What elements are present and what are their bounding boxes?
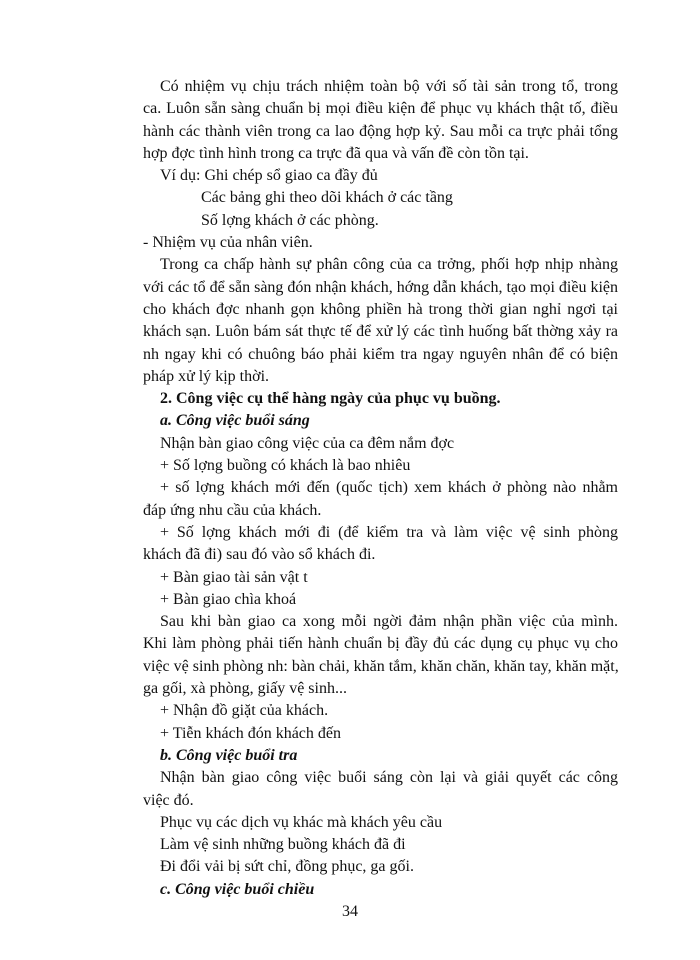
text-line: Nhận bàn giao công việc của ca đêm nắm đợc [160,434,455,452]
text-line: Làm vệ sinh những buồng khách đã đi [160,836,406,854]
text-line: + Bàn giao tài sản vật t [160,568,308,586]
text-line: Ví dụ: Ghi chép sổ giao ca đầy đủ [160,167,378,185]
text-line: khách đã đi) sau đó vào sổ khách đi. [143,546,376,564]
text-line: + Số lợng khách mới đi (để kiểm tra và làm việc vệ sinh phòng [160,523,618,541]
text-line: pháp xử lý kịp thời. [143,367,270,385]
text-line: + số lợng khách mới đến (quốc tịch) xem khách ở phòng nào nhằm [160,479,618,497]
text-line: Khi làm phòng phải tiến hành chuẩn bị đầy đủ các dụng cụ phục vụ cho [143,635,618,653]
text-line: Phục vụ các dịch vụ khác mà khách yêu cầu [160,813,443,831]
text-line: hợp đợc tình hình trong ca trực đã qua và vấn đề còn tồn tại. [143,144,529,162]
subsection-heading: b. Công việc buổi tra [160,746,298,764]
text-line: Nhận bàn giao công việc buổi sáng còn lại và giải quyết các công [160,769,618,787]
text-line: + Bàn giao chìa khoá [160,590,297,608]
subsection-heading: c. Công việc buổi chiều [160,880,315,898]
text-line: Đi đổi vải bị sứt chỉ, đồng phục, ga gối. [160,858,414,876]
text-line: Các bảng ghi theo dõi khách ở các tầng [201,189,453,207]
text-line: Có nhiệm vụ chịu trách nhiệm toàn bộ với số tài sản trong tổ, trong [160,78,618,95]
subsection-heading: a. Công việc buổi sáng [160,412,310,430]
text-line: khách sạn. Luôn bám sát thực tế để xử lý các tình huống bất thờng xảy ra [143,323,618,341]
text-line: việc đó. [143,791,194,809]
text-line: Sau khi bàn giao ca xong mỗi ngời đảm nhận phần việc của mình. [160,613,618,631]
text-line: ca. Luôn sẵn sàng chuẩn bị mọi điều kiện để phục vụ khách thật tố, điều [143,100,618,118]
body-text [143,76,618,901]
text-line: Trong ca chấp hành sự phân công của ca trởng, phối hợp nhịp nhàng [160,256,618,274]
text-line: - Nhiệm vụ của nhân viên. [143,234,313,252]
text-line: đáp ứng nhu cầu của khách. [143,501,322,519]
text-line: + Tiễn khách đón khách đến [160,724,341,742]
text-line: hành các thành viên trong ca lao động hợp kỷ. Sau mỗi ca trực phải tổng [143,122,618,140]
text-line: việc vệ sinh phòng nh: bàn chải, khăn tắm, khăn chăn, khăn tay, khăn mặt, [143,657,619,675]
text-line: Số lợng khách ở các phòng. [201,211,379,229]
section-heading: 2. Công việc cụ thể hàng ngày của phục vụ buồng. [160,390,501,408]
text-line: ga gối, xà phòng, giấy vệ sinh... [143,680,347,698]
text-line: cho khách đợc nhanh gọn không phiền hà trong thời gian nghỉ ngơi tại [143,300,618,318]
text-line: với các tổ để sẵn sàng đón nhận khách, hớng dẫn khách, tạo mọi điều kiện [143,278,619,296]
text-line: nh ngay khi có chuông báo phải kiểm tra ngay nguyên nhân để có biện [143,345,618,363]
text-line: + Số lợng buồng có khách là bao nhiêu [160,457,411,475]
page-number: 34 [342,903,358,920]
text-line: + Nhận đồ giặt của khách. [160,702,329,720]
